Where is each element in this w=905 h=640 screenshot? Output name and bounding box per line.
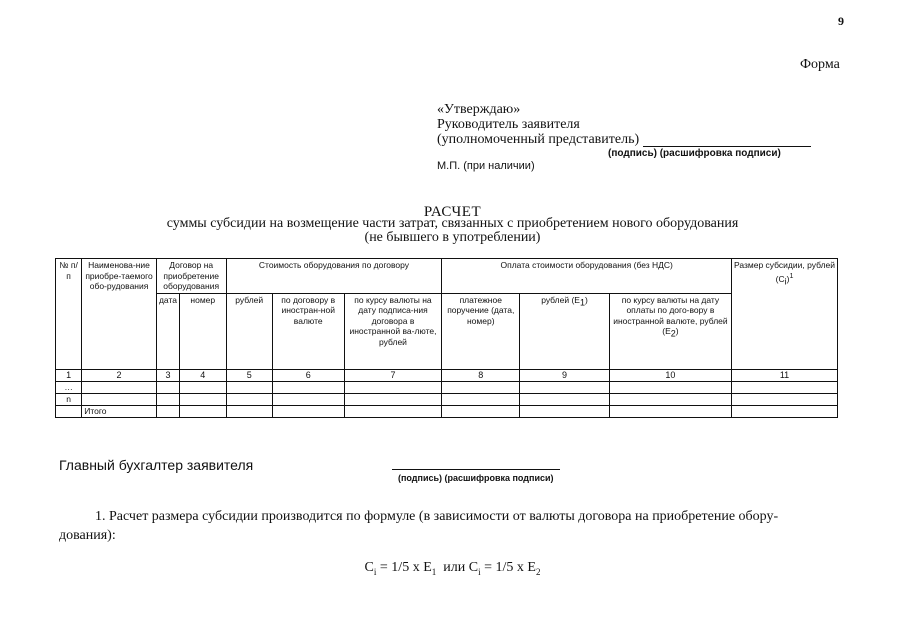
column-number: 7: [344, 369, 442, 381]
column-number: 5: [226, 369, 272, 381]
header-foreign-currency: по договору в иностран-ной валюте: [272, 293, 344, 369]
header-date: дата: [156, 293, 179, 369]
formula-c1: C: [364, 560, 374, 575]
table-row-total: [56, 405, 838, 417]
calculation-paragraph: 1. Расчет размера субсидии производится по формуле (в зависимости от валюты договора на приобретение обору-дования):: [59, 509, 779, 543]
header-e1-text: рублей (E: [541, 294, 580, 305]
column-number: 9: [520, 369, 610, 381]
header-e2-text: по курсу валюты на дату оплаты по дого-вору в иностранной валюте, рублей (E: [613, 294, 728, 336]
header-rate-at-signing: по курсу валюты на дату подписа-ния договора в иностранной ва-люте, рублей: [344, 293, 442, 369]
column-number: 11: [731, 369, 837, 381]
header-subsidy-close: ): [786, 273, 790, 284]
approval-line-3: [437, 132, 811, 147]
column-number: 10: [609, 369, 731, 381]
header-rubles: рублей: [226, 293, 272, 369]
header-subsidy-sub: i: [784, 276, 787, 287]
header-rate-at-payment: по курсу валюты на дату оплаты по дого-вору в иностранной валюте, рублей $(E_2)$: [609, 293, 731, 369]
row-label: n: [56, 393, 82, 405]
chief-accountant-label: Главный бухгалтер заявителя: [59, 457, 254, 473]
column-number: 8: [442, 369, 520, 381]
document-title: РАСЧЕТ: [423, 204, 482, 220]
header-subsidy-footnote: 1: [789, 271, 794, 280]
formula-e1-sub: 1: [431, 566, 437, 577]
header-payment: Оплата стоимости оборудования (без НДС): [442, 259, 732, 294]
formula-c1-sub: i: [373, 566, 377, 577]
column-number: 2: [82, 369, 157, 381]
approval-line-2: Руководитель заявителя: [437, 117, 580, 132]
header-subsidy: [731, 259, 837, 370]
approval-line-1: «Утверждаю»: [437, 102, 521, 117]
page-number: 9: [838, 14, 844, 28]
column-number: 6: [272, 369, 344, 381]
approval-line-3-text: (уполномоченный представитель): [437, 132, 640, 147]
header-e1-sub: 1: [579, 297, 585, 308]
formula-part2: = 1/5 x E: [480, 560, 536, 575]
header-subsidy-text: Размер субсидии, рублей (C: [733, 260, 836, 284]
header-rubles-e1: рублей $(E_1)$: [520, 293, 610, 369]
approval-caption: (подпись) (расшифровка подписи): [608, 148, 781, 159]
header-e2-sub: 2: [670, 328, 676, 339]
chief-signature-line: [392, 469, 560, 470]
formula-c2-sub: i: [478, 566, 481, 577]
stamp-note: М.П. (при наличии): [437, 160, 535, 172]
approval-block: [437, 102, 811, 147]
form-label: Форма: [800, 57, 840, 72]
header-no: № п/п: [56, 259, 82, 370]
table-row-n: [56, 393, 838, 405]
header-cost: Стоимость оборудования по договору: [226, 259, 442, 294]
header-equipment-name: Наименова-ние приобре-таемого обо-рудования: [82, 259, 157, 370]
table-row-ellipsis: [56, 381, 838, 393]
formula-e2-sub: 2: [535, 566, 541, 577]
calculation-table: [55, 258, 838, 418]
column-number: 3: [156, 369, 179, 381]
subtitle-line-1: суммы субсидии на возмещение части затрат, связанных с приобретением нового оборудования: [166, 216, 739, 231]
header-contract: Договор на приобретение оборудования: [156, 259, 226, 294]
subtitle-line-2: (не бывшего в употреблении): [364, 230, 541, 245]
formula-c2: C: [468, 560, 479, 575]
row-label: …: [56, 381, 82, 393]
column-number: 4: [180, 369, 226, 381]
formula-part1: = 1/5 x E: [376, 560, 432, 575]
header-number: номер: [180, 293, 226, 369]
formula-or: или: [436, 560, 469, 575]
document-subtitle: [0, 217, 905, 245]
column-number-row: [56, 369, 838, 381]
column-number: 1: [56, 369, 82, 381]
formula: [0, 560, 905, 577]
header-payment-order: платежное поручение (дата, номер): [442, 293, 520, 369]
chief-signature-caption: (подпись) (расшифровка подписи): [398, 473, 554, 483]
row-total-label: Итого: [82, 405, 157, 417]
approval-signature-line: [643, 146, 811, 147]
